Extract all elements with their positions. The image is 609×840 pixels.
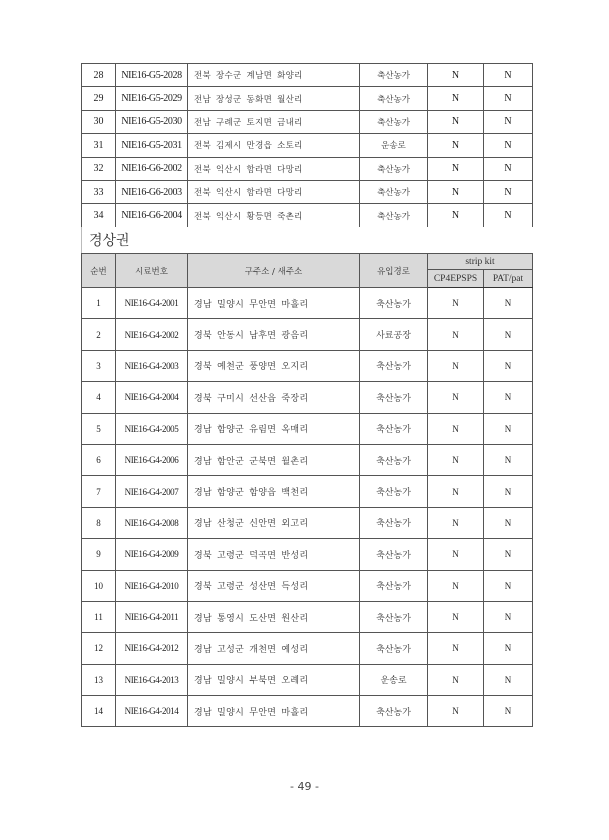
address: 전남 장성군 동화면 월산리: [188, 87, 360, 110]
inflow-route: 축산농가: [360, 64, 428, 87]
address: 경북 고령군 성산면 득성리: [188, 570, 360, 601]
address: 전북 김제시 만경읍 소토리: [188, 134, 360, 157]
row-number: 33: [82, 180, 116, 203]
cp4epsps-result: N: [428, 476, 484, 507]
table-row: [82, 350, 533, 381]
table-row: [82, 570, 533, 601]
inflow-route: 운송로: [360, 664, 428, 695]
pat-result: N: [484, 507, 533, 538]
inflow-route: 운송로: [360, 134, 428, 157]
inflow-route: 축산농가: [360, 633, 428, 664]
sample-id: NIE16-G4-2011: [116, 601, 188, 632]
address: 경남 고성군 개천면 예성리: [188, 633, 360, 664]
cp4epsps-result: N: [428, 288, 484, 319]
section-header: [81, 227, 533, 253]
row-number: 31: [82, 134, 116, 157]
pat-result: N: [484, 157, 533, 180]
table-row: [82, 288, 533, 319]
pat-result: N: [484, 110, 533, 133]
inflow-route: 축산농가: [360, 382, 428, 413]
pat-result: N: [484, 696, 533, 727]
pat-result: N: [484, 382, 533, 413]
cp4epsps-result: N: [428, 664, 484, 695]
address: 경남 함양군 유림면 옥매리: [188, 413, 360, 444]
inflow-route: 축산농가: [360, 413, 428, 444]
table-row: [82, 664, 533, 695]
row-number: 28: [82, 64, 116, 87]
row-number: 7: [82, 476, 116, 507]
top-table-continued: [81, 63, 533, 228]
inflow-route: 축산농가: [360, 696, 428, 727]
inflow-route: 축산농가: [360, 539, 428, 570]
inflow-route: 축산농가: [360, 288, 428, 319]
table-row: [82, 696, 533, 727]
sample-id: NIE16-G4-2013: [116, 664, 188, 695]
sample-id: NIE16-G5-2030: [116, 110, 188, 133]
table-row: [82, 413, 533, 444]
table-row: [82, 110, 533, 133]
row-number: 13: [82, 664, 116, 695]
sample-id: NIE16-G4-2009: [116, 539, 188, 570]
address: 경북 구미시 선산읍 죽장리: [188, 382, 360, 413]
inflow-route: 축산농가: [360, 507, 428, 538]
cp4epsps-result: N: [428, 350, 484, 381]
table-row: [82, 444, 533, 475]
inflow-route: 축산농가: [360, 157, 428, 180]
sample-id: NIE16-G4-2004: [116, 382, 188, 413]
sample-id: NIE16-G4-2010: [116, 570, 188, 601]
pat-result: N: [484, 601, 533, 632]
pat-result: N: [484, 87, 533, 110]
table-row: [82, 633, 533, 664]
inflow-route: 축산농가: [360, 476, 428, 507]
address: 경남 함양군 함양읍 백천리: [188, 476, 360, 507]
table-row: [82, 507, 533, 538]
pat-result: N: [484, 413, 533, 444]
cp4epsps-result: N: [428, 134, 484, 157]
inflow-route: 축산농가: [360, 110, 428, 133]
table-row: [82, 157, 533, 180]
sample-id: NIE16-G5-2031: [116, 134, 188, 157]
cp4epsps-result: N: [428, 382, 484, 413]
inflow-route: 축산농가: [360, 601, 428, 632]
pat-result: N: [484, 350, 533, 381]
cp4epsps-result: N: [428, 507, 484, 538]
table-row: [82, 87, 533, 110]
header-pat: PAT/pat: [484, 270, 533, 288]
sample-id: NIE16-G4-2001: [116, 288, 188, 319]
table-row: [82, 319, 533, 350]
pat-result: N: [484, 288, 533, 319]
cp4epsps-result: N: [428, 570, 484, 601]
inflow-route: 축산농가: [360, 444, 428, 475]
pat-result: N: [484, 664, 533, 695]
address: 전북 익산시 함라면 다망리: [188, 180, 360, 203]
inflow-route: 사료공장: [360, 319, 428, 350]
sample-id: NIE16-G4-2012: [116, 633, 188, 664]
sample-id: NIE16-G5-2029: [116, 87, 188, 110]
table-row: [82, 64, 533, 87]
pat-result: N: [484, 319, 533, 350]
inflow-route: 축산농가: [360, 87, 428, 110]
row-number: 9: [82, 539, 116, 570]
cp4epsps-result: N: [428, 696, 484, 727]
address: 전북 익산시 황등면 죽촌리: [188, 204, 360, 227]
row-number: 32: [82, 157, 116, 180]
row-number: 8: [82, 507, 116, 538]
table-header: [82, 254, 533, 288]
section-title: 경상권: [89, 233, 130, 249]
row-number: 1: [82, 288, 116, 319]
row-number: 11: [82, 601, 116, 632]
pat-result: N: [484, 444, 533, 475]
cp4epsps-result: N: [428, 110, 484, 133]
address: 경남 밀양시 무안면 마흘리: [188, 288, 360, 319]
cp4epsps-result: N: [428, 157, 484, 180]
header-address: 구주소 / 새주소: [188, 254, 360, 288]
inflow-route: 축산농가: [360, 570, 428, 601]
cp4epsps-result: N: [428, 601, 484, 632]
row-number: 30: [82, 110, 116, 133]
gyeongsang-table: [81, 253, 533, 727]
row-number: 29: [82, 87, 116, 110]
address: 전남 구례군 토지면 금내리: [188, 110, 360, 133]
header-route: 유입경로: [360, 254, 428, 288]
table-row: [82, 204, 533, 227]
header-cp4epsps: CP4EPSPS: [428, 270, 484, 288]
sample-id: NIE16-G4-2003: [116, 350, 188, 381]
sample-id: NIE16-G5-2028: [116, 64, 188, 87]
cp4epsps-result: N: [428, 633, 484, 664]
row-number: 12: [82, 633, 116, 664]
table-row: [82, 476, 533, 507]
sample-id: NIE16-G4-2006: [116, 444, 188, 475]
row-number: 34: [82, 204, 116, 227]
sample-id: NIE16-G4-2007: [116, 476, 188, 507]
pat-result: N: [484, 570, 533, 601]
cp4epsps-result: N: [428, 64, 484, 87]
pat-result: N: [484, 64, 533, 87]
sample-id: NIE16-G6-2004: [116, 204, 188, 227]
address: 경남 밀양시 부북면 오례리: [188, 664, 360, 695]
main-table-body: [82, 288, 533, 727]
address: 경남 산청군 신안면 외고리: [188, 507, 360, 538]
address: 경남 통영시 도산면 원산리: [188, 601, 360, 632]
pat-result: N: [484, 476, 533, 507]
pat-result: N: [484, 204, 533, 227]
sample-id: NIE16-G4-2005: [116, 413, 188, 444]
cp4epsps-result: N: [428, 444, 484, 475]
cp4epsps-result: N: [428, 87, 484, 110]
page-number: - 49 -: [290, 780, 319, 793]
row-number: 4: [82, 382, 116, 413]
pat-result: N: [484, 633, 533, 664]
sample-id: NIE16-G6-2002: [116, 157, 188, 180]
sample-id: NIE16-G4-2008: [116, 507, 188, 538]
inflow-route: 축산농가: [360, 180, 428, 203]
pat-result: N: [484, 180, 533, 203]
row-number: 2: [82, 319, 116, 350]
address: 경남 함안군 군북면 월촌리: [188, 444, 360, 475]
table-row: [82, 382, 533, 413]
header-strip-kit: strip kit: [428, 254, 533, 270]
row-number: 6: [82, 444, 116, 475]
cp4epsps-result: N: [428, 204, 484, 227]
row-number: 10: [82, 570, 116, 601]
cp4epsps-result: N: [428, 413, 484, 444]
row-number: 14: [82, 696, 116, 727]
address: 경북 안동시 남후면 광음리: [188, 319, 360, 350]
address: 전북 익산시 함라면 다망리: [188, 157, 360, 180]
header-sample-id: 시료번호: [116, 254, 188, 288]
top-table-body: [82, 64, 533, 228]
pat-result: N: [484, 134, 533, 157]
address: 경북 고령군 덕곡면 반성리: [188, 539, 360, 570]
inflow-route: 축산농가: [360, 350, 428, 381]
cp4epsps-result: N: [428, 539, 484, 570]
address: 경북 예천군 풍양면 오지리: [188, 350, 360, 381]
row-number: 3: [82, 350, 116, 381]
table-row: [82, 601, 533, 632]
table-row: [82, 539, 533, 570]
sample-id: NIE16-G4-2014: [116, 696, 188, 727]
sample-id: NIE16-G6-2003: [116, 180, 188, 203]
cp4epsps-result: N: [428, 319, 484, 350]
sample-id: NIE16-G4-2002: [116, 319, 188, 350]
address: 전북 장수군 계남면 화양리: [188, 64, 360, 87]
table-row: [82, 180, 533, 203]
pat-result: N: [484, 539, 533, 570]
header-no: 순번: [82, 254, 116, 288]
table-row: [82, 134, 533, 157]
inflow-route: 축산농가: [360, 204, 428, 227]
row-number: 5: [82, 413, 116, 444]
cp4epsps-result: N: [428, 180, 484, 203]
address: 경남 밀양시 무안면 마흘리: [188, 696, 360, 727]
